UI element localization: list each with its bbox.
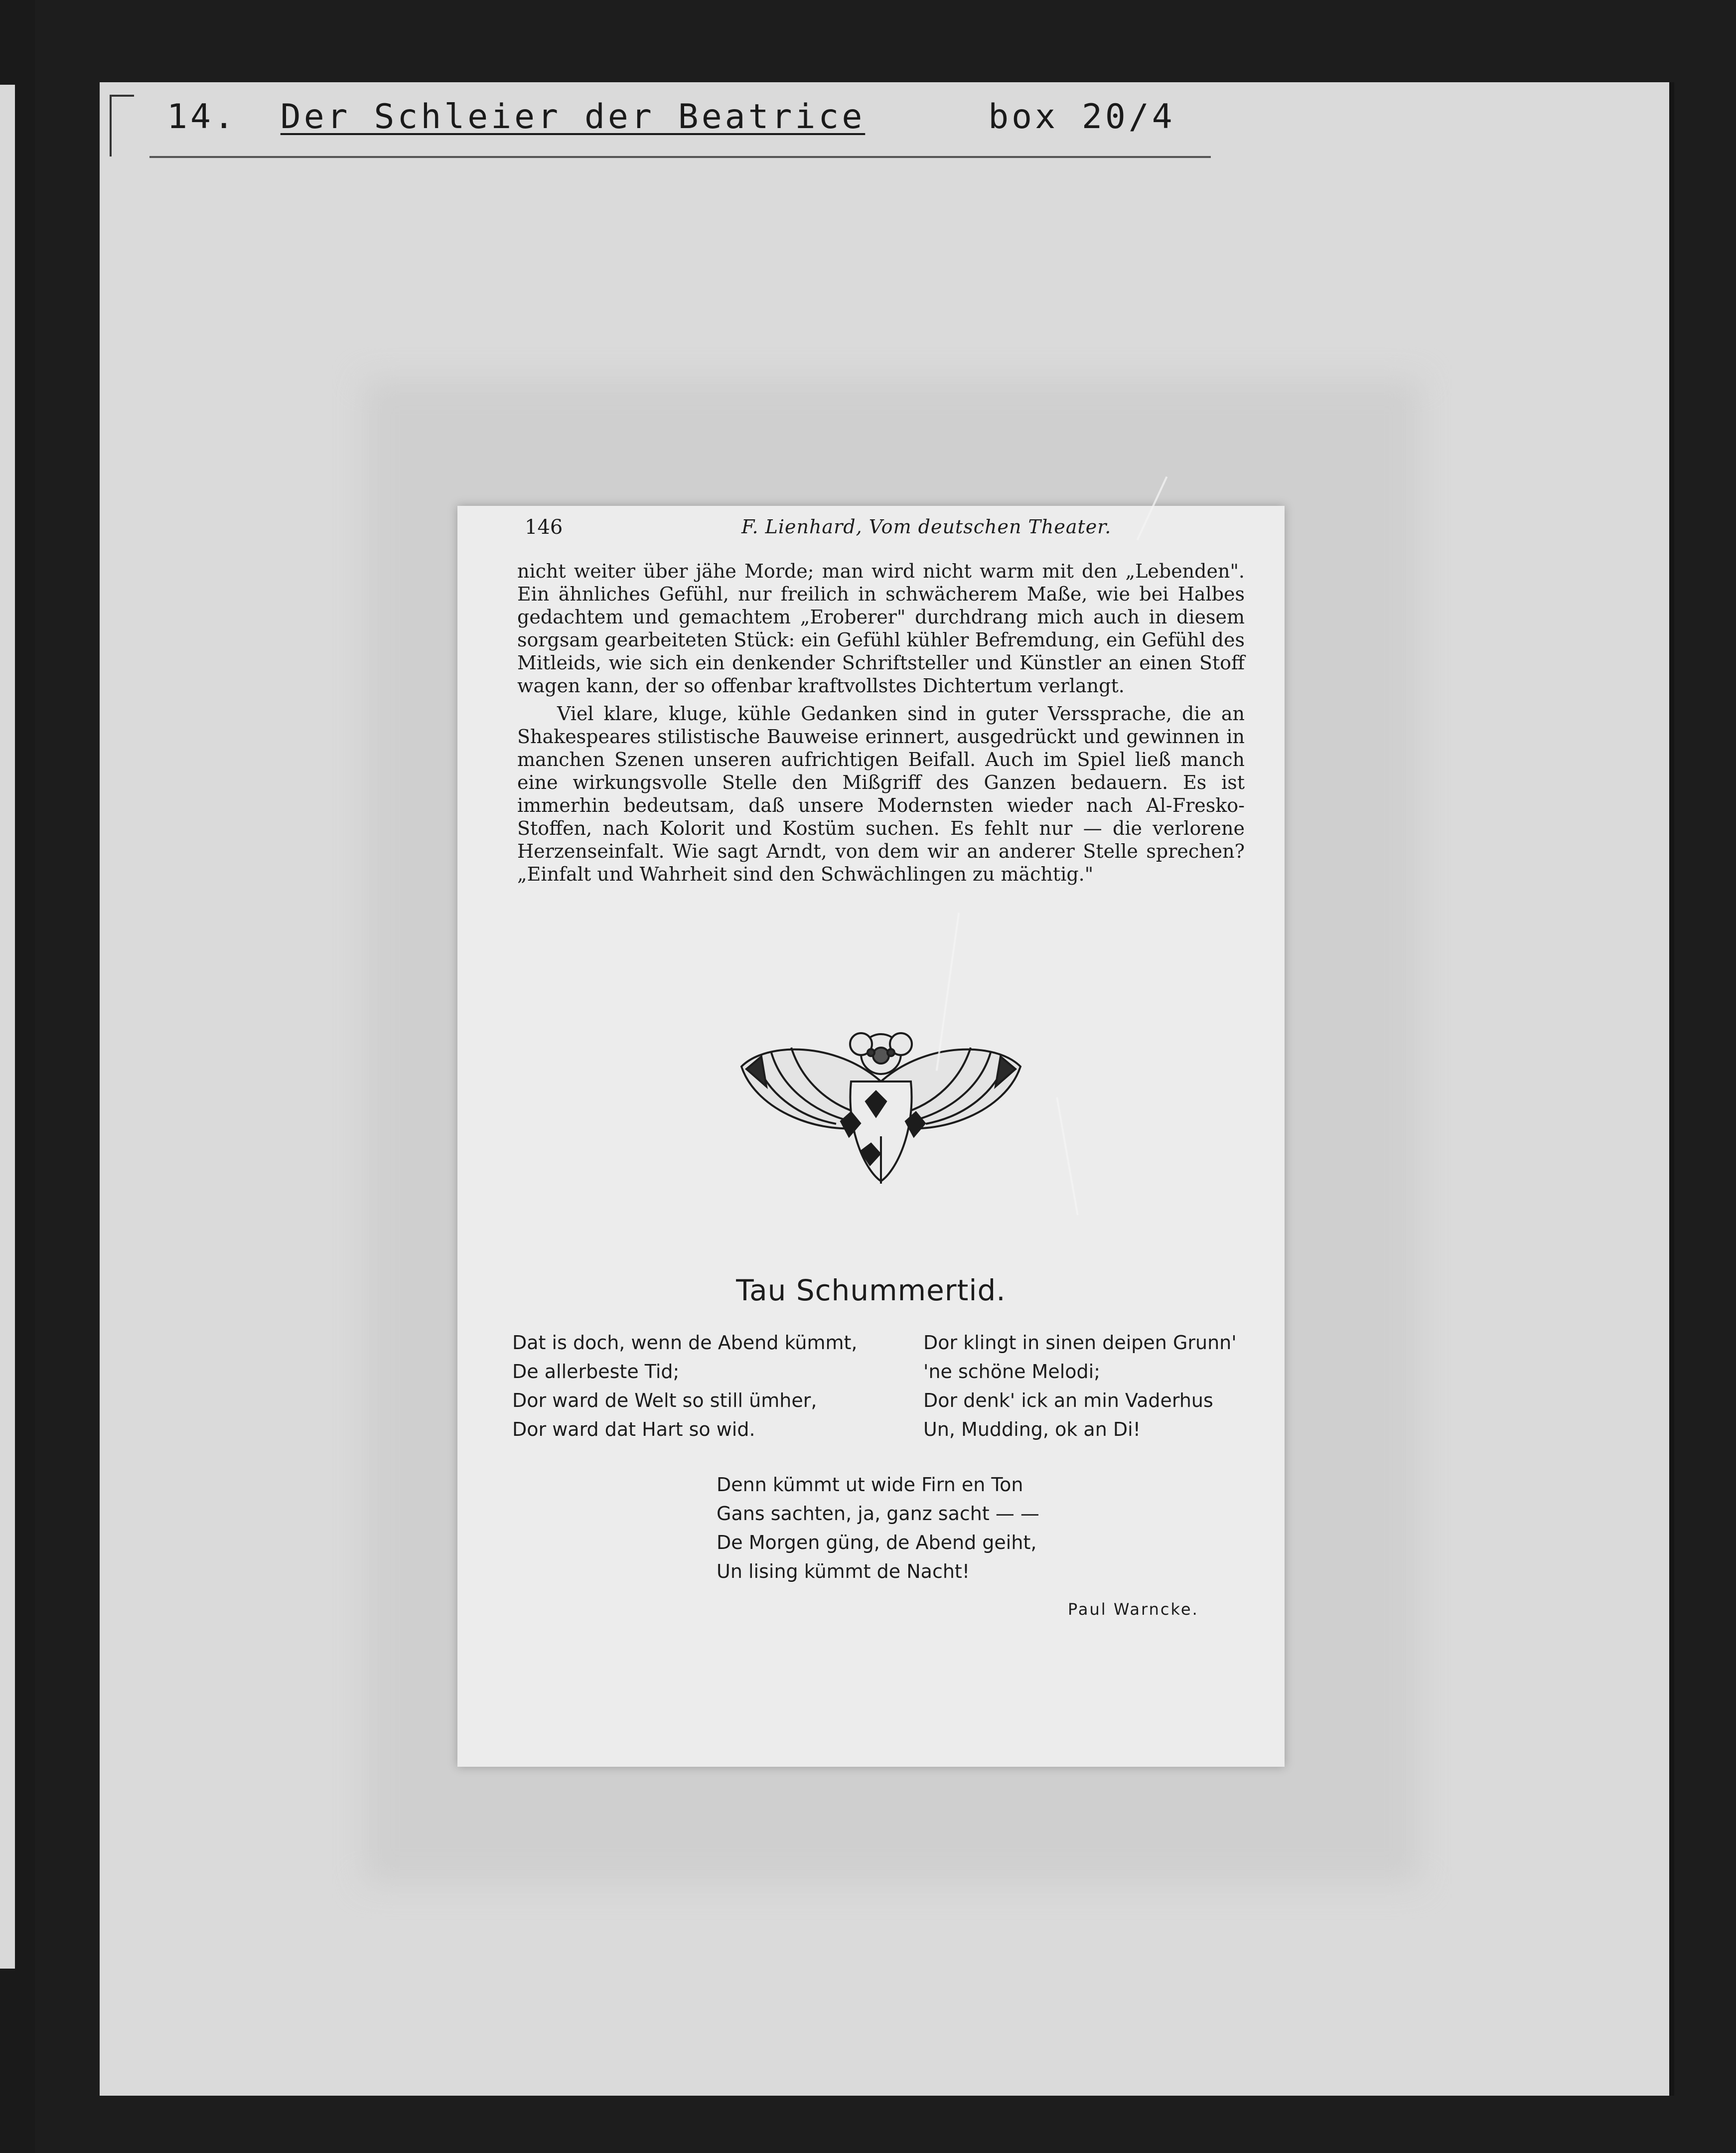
card-title: Der Schleier der Beatrice	[280, 97, 866, 137]
card-box-label: box 20/4	[988, 97, 1175, 137]
card-header	[167, 97, 1175, 137]
paragraph: Viel klare, kluge, kühle Gedanken sind in guter Verssprache, die an Shakespeares stilistische Bauweise erinnert, ausgedrückt und gewinnen in manchen Szenen unseren aufrichtigen Beifall. Auch im Spiel ließ manch eine wirkungsvolle Stelle den Mißgriff des Ganzen bedauern. Es ist immerhin bedeutsam, daß unsere Modernsten wieder nach Al-Fresko-Stoffen, nach Kolorit und Kostüm suchen. Es fehlt nur — die verlorene Herzenseinfalt. Wie sagt Arndt, von dem wir an anderer Stelle sprechen? „Einfalt und Wahrheit sind den Schwächlingen zu mächtig."	[517, 703, 1245, 885]
card-number: 14.	[167, 97, 237, 137]
poem-line: Dor ward de Welt so still ümher,	[512, 1389, 817, 1411]
poem-title: Tau Schummertid.	[736, 1273, 1006, 1307]
beetle-ornament-icon	[736, 1022, 1025, 1186]
poem-line: Dor ward dat Hart so wid.	[512, 1418, 755, 1440]
card-corner-mark	[110, 95, 134, 156]
poem-author: Paul Warncke.	[1068, 1600, 1199, 1619]
poem-line: De allerbeste Tid;	[512, 1361, 680, 1383]
poem-line: Dor klingt in sinen deipen Grunn'	[923, 1332, 1237, 1354]
paragraph: nicht weiter über jähe Morde; man wird nicht warm mit den „Lebenden". Ein ähnliches Gefühl, nur freilich in schwächerem Maße, wie bei Halbes gedachtem und gemachtem „Eroberer" durchdrang mich auch in diesem sorgsam gearbeiteten Stück: ein Gefühl kühler Befremdung, ein Gefühl des Mitleids, wie sich ein denkender Schriftsteller und Künstler an einen Stoff wagen kann, der so offenbar kraftvollstes Dichtertum verlangt.	[517, 560, 1245, 697]
poem-line: Un, Mudding, ok an Di!	[923, 1418, 1141, 1440]
poem-line: Un lising kümmt de Nacht!	[717, 1560, 970, 1582]
adjacent-card-edge	[0, 85, 15, 1969]
poem-stanza	[717, 1470, 1039, 1586]
poem-line: Dor denk' ick an min Vaderhus	[923, 1389, 1213, 1411]
running-head-title: F. Lienhard, Vom deutschen Theater.	[741, 516, 1112, 538]
article-text	[517, 560, 1245, 886]
poem-line: Gans sachten, ja, ganz sacht — —	[717, 1503, 1039, 1525]
poem-line: 'ne schöne Melodi;	[923, 1361, 1101, 1383]
poem-stanza	[923, 1328, 1237, 1444]
card-header-rule	[149, 156, 1211, 158]
running-head	[457, 506, 1285, 546]
newspaper-clipping	[457, 506, 1285, 1767]
page-number: 146	[525, 516, 563, 539]
poem-stanza	[512, 1328, 857, 1444]
poem-line: De Morgen güng, de Abend geiht,	[717, 1532, 1037, 1553]
poem-line: Dat is doch, wenn de Abend kümmt,	[512, 1332, 858, 1354]
poem-line: Denn kümmt ut wide Firn en Ton	[717, 1474, 1023, 1496]
